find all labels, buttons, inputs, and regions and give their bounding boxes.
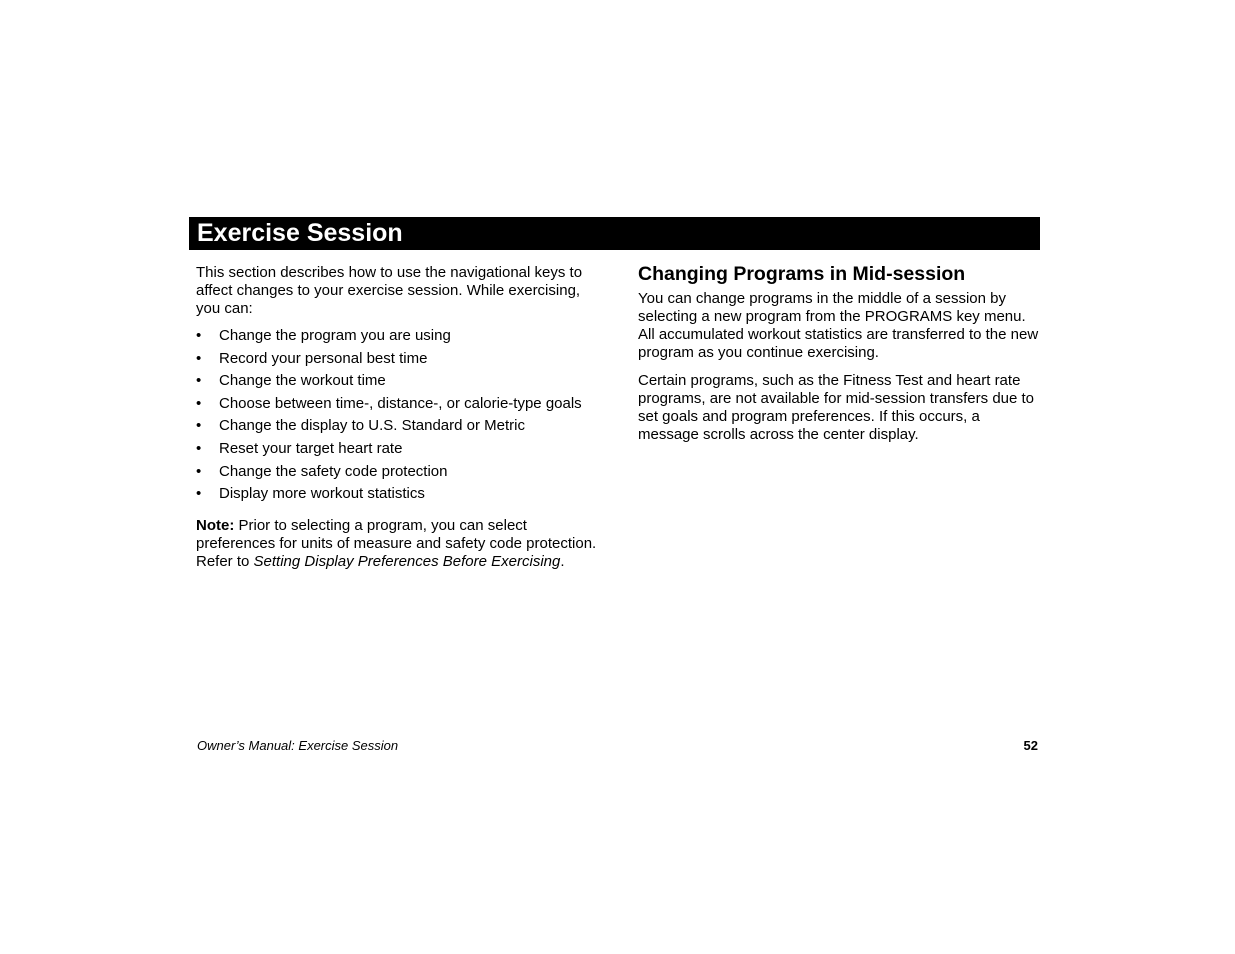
body-paragraph-1: You can change programs in the middle of a session by selecting a new program from the PROGRAMS key menu. All accumulated workout statistics are transferred to the new program as you continue exercising. — [638, 290, 1039, 361]
list-item-text: Change the safety code protection — [219, 462, 448, 480]
footer-document-title: Owner’s Manual: Exercise Session — [197, 738, 399, 753]
bullet-icon: • — [196, 417, 202, 435]
list-item — [196, 440, 601, 463]
list-item-text: Change the program you are using — [219, 327, 451, 344]
right-column — [638, 262, 1040, 444]
bullet-icon: • — [196, 485, 202, 503]
note-label: Note: — [196, 516, 235, 534]
section-title-bar — [189, 217, 1040, 250]
list-item — [196, 417, 601, 440]
note-text: Prior to selecting a program, you can select preferences for units of measure and safety code protection. Refer to — [196, 516, 597, 570]
list-item-text: Display more workout statistics — [219, 485, 425, 503]
list-item — [196, 372, 601, 395]
list-item-text: Change the workout time — [219, 372, 386, 390]
list-item-text: Change the display to U.S. Standard or Metric — [219, 417, 525, 435]
list-item — [196, 327, 601, 350]
list-item — [196, 463, 601, 486]
bullet-icon: • — [196, 327, 202, 344]
bullet-icon: • — [196, 372, 202, 390]
page-title: Exercise Session — [197, 219, 403, 247]
list-item-text: Reset your target heart rate — [219, 439, 403, 457]
list-item-text: Choose between time-, distance-, or calorie-type goals — [219, 394, 582, 412]
bullet-icon: • — [196, 462, 202, 480]
left-column — [196, 264, 601, 571]
section-heading: Changing Programs in Mid-session — [638, 263, 966, 285]
list-item-text: Record your personal best time — [219, 349, 428, 367]
capabilities-list — [196, 327, 601, 508]
list-item — [196, 350, 601, 373]
list-item — [196, 395, 601, 418]
note-reference: Setting Display Preferences Before Exercising — [253, 552, 561, 570]
bullet-icon: • — [196, 394, 202, 412]
list-item — [196, 485, 601, 508]
note-paragraph — [196, 517, 601, 571]
footer-page-number: 52 — [1023, 738, 1038, 753]
bullet-icon: • — [196, 349, 202, 367]
note-end: . — [560, 552, 565, 570]
body-paragraph-2: Certain programs, such as the Fitness Test and heart rate programs, are not available for mid-session transfers due to set goals and program preferences. If this occurs, a message scrolls across the center display. — [638, 372, 1035, 443]
intro-paragraph: This section describes how to use the navigational keys to affect changes to your exercise session. While exercising, you can: — [196, 264, 583, 317]
bullet-icon: • — [196, 439, 202, 457]
